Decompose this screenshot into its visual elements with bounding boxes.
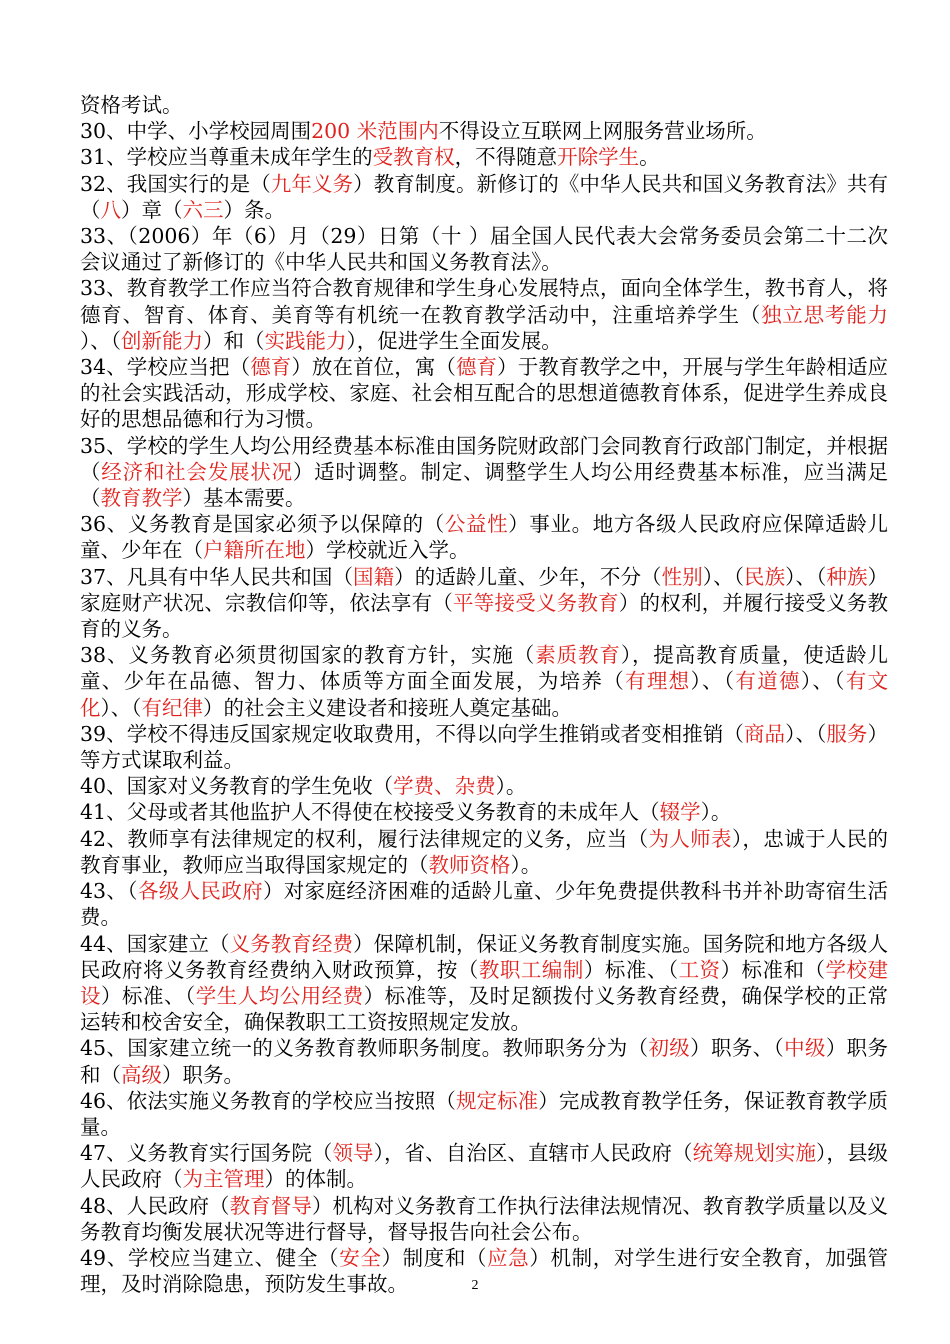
- body-text: 30、中学、小学校园周围: [80, 119, 312, 144]
- body-text: ）、（: [702, 564, 745, 589]
- document-body: [80, 92, 888, 1297]
- answer-text: 德育: [455, 355, 498, 380]
- body-text: ）、（: [785, 721, 827, 746]
- body-text: 资格考试。: [80, 93, 183, 117]
- body-text: 35、学校的学生人均公用经费基本标准由国务院财政部门会同教育行政部门制定，并根据（: [80, 433, 888, 484]
- body-text: ）放在首位，寓（: [291, 355, 456, 380]
- answer-text: 为主管理: [182, 1167, 265, 1192]
- body-text: ）职务、（: [690, 1036, 785, 1061]
- paragraph: [80, 223, 888, 275]
- answer-text: 统筹规划实施: [692, 1141, 817, 1166]
- body-text: 45、国家建立统一的义务教育教师职务制度。教师职务分为（: [80, 1036, 649, 1061]
- answer-text: 学校建设: [80, 957, 889, 1008]
- body-text: 38、义务教育必须贯彻国家的教育方针，实施（: [80, 643, 536, 668]
- paragraph: [80, 799, 888, 825]
- answer-text: 有纪律: [141, 695, 203, 720]
- answer-text: 中级: [784, 1036, 826, 1061]
- page-number: 2: [471, 1278, 479, 1293]
- answer-text: 教职工编制: [478, 957, 584, 982]
- paragraph: [80, 118, 888, 144]
- body-text: ）条。: [223, 197, 285, 222]
- answer-text: 创新能力: [121, 328, 203, 353]
- body-text: ），县级人民政府（: [80, 1141, 889, 1192]
- body-text: ）适时调整。制定、调整学生人均公用经费基本标准，应当满足（: [80, 459, 889, 511]
- answer-text: 公益性: [444, 512, 509, 537]
- answer-text: 辍学: [659, 800, 701, 825]
- body-text: ）于教育教学之中，开展与学生年龄相适应的社会实践活动，形成学校、家庭、社会相互配合的思想道德教育体系，促进学生养成良好的思想品德和行为习惯。: [80, 355, 889, 432]
- answer-text: 六三: [182, 197, 224, 222]
- body-text: 48、人民政府（: [80, 1193, 230, 1218]
- body-text: ）。: [495, 774, 527, 799]
- answer-text: 独立思考能力: [761, 302, 889, 327]
- body-text: ）等方式谋取利益。: [80, 721, 889, 773]
- body-text: ）标准等，及时足额拨付义务教育经费，确保学校的正常运转和校舍安全，确保教职工工资按照规定发放。: [80, 983, 889, 1035]
- body-text: 49、学校应当建立、健全（: [80, 1245, 340, 1270]
- body-text: ）章（: [121, 197, 183, 222]
- body-text: ）对家庭经济困难的适龄儿童、少年免费提供教科书并补助寄宿生活费。: [80, 879, 888, 930]
- body-text: 31、学校应当尊重未成年学生的: [80, 145, 373, 170]
- paragraph: [80, 92, 888, 118]
- answer-text: 工资: [678, 957, 721, 982]
- body-text: ）。: [510, 852, 542, 877]
- answer-text: 学生人均公用经费: [195, 983, 364, 1008]
- answer-text: 户籍所在地: [203, 538, 306, 563]
- body-text: ），省、自治区、直辖市人民政府（: [373, 1141, 693, 1166]
- body-text: ）教育制度。新修订的《中华人民共和国义务教育法》共有（: [80, 171, 889, 222]
- body-text: ）事业。地方各级人民政府应保障适龄儿童、少年在（: [80, 512, 889, 563]
- paragraph: [80, 354, 888, 433]
- body-text: ）的体制。: [264, 1167, 367, 1192]
- answer-text: 规定标准: [455, 1088, 539, 1113]
- paragraph: [80, 511, 888, 563]
- body-text: 41、父母或者其他监护人不得使在校接受义务教育的未成年人（: [80, 800, 660, 825]
- body-text: ）家庭财产状况、宗教信仰等，依法享有（: [80, 564, 889, 615]
- body-text: ）职务。: [162, 1062, 244, 1087]
- body-text: 33、教育教学工作应当符合教育规律和学生身心发展特点，面向全体学生，教书育人，将德育、智育、体育、美育等有机统一在教育教学活动中，注重培养学生（: [80, 276, 888, 327]
- paragraph: [80, 878, 888, 930]
- answer-text: 德育: [250, 355, 292, 380]
- answer-text: 各级人民政府: [137, 879, 263, 904]
- answer-text: 实践能力: [264, 328, 347, 353]
- answer-text: 平等接受义务教育: [453, 590, 619, 615]
- body-text: 40、国家对义务教育的学生免收（: [80, 774, 394, 799]
- answer-text: 商品: [743, 721, 786, 746]
- body-text: 37、凡具有中华人民共和国（: [80, 564, 354, 589]
- paragraph: [80, 1193, 888, 1245]
- answer-text: 服务: [826, 721, 868, 746]
- answer-text: 200 米范围内: [311, 119, 439, 144]
- body-text: ）机构对义务教育工作执行法律法规情况、教育教学质量以及义务教育均衡发展状况等进行督导，督导报告向社会公布。: [80, 1193, 889, 1244]
- answer-text: 为人师表: [648, 826, 732, 851]
- body-text: ）制度和（: [381, 1245, 488, 1270]
- paragraph: [80, 564, 888, 643]
- body-text: ）、（: [100, 695, 142, 720]
- answer-text: 教师资格: [428, 852, 511, 877]
- body-text: 33、（2006）年（6）月（29）日第（十 ）届全国人民代表大会常务委员会第二十二次会议通过了新修订的《中华人民共和国义务教育法》。: [80, 224, 888, 275]
- answer-text: 高级: [121, 1062, 162, 1087]
- answer-text: 有道德: [735, 669, 801, 694]
- body-text: ）的权利，并履行接受义务教育的义务。: [80, 590, 889, 642]
- body-text: 42、教师享有法律规定的权利，履行法律规定的义务，应当（: [80, 826, 649, 851]
- answer-text: 安全: [339, 1245, 382, 1270]
- answer-text: 经济和社会发展状况: [101, 459, 293, 484]
- answer-text: 开除学生: [557, 145, 640, 170]
- paragraph: [80, 433, 888, 512]
- body-text: 34、学校应当把（: [80, 355, 251, 380]
- answer-text: 领导: [332, 1141, 374, 1166]
- body-text: ）标准和（: [720, 957, 826, 982]
- body-text: 不得设立互联网上网服务营业场所。: [438, 119, 767, 144]
- body-text: ）、（: [80, 328, 121, 353]
- body-text: ）职务和（: [80, 1036, 889, 1087]
- body-text: 44、国家建立（: [80, 931, 230, 956]
- body-text: 43、（: [80, 879, 138, 904]
- answer-text: 素质教育: [535, 643, 621, 668]
- answer-text: 义务教育经费: [229, 931, 354, 956]
- paragraph: [80, 171, 888, 223]
- body-text: ，不得随意: [454, 145, 558, 170]
- paragraph: [80, 1140, 888, 1192]
- body-text: ）学校就近入学。: [305, 538, 470, 563]
- answer-text: 八: [100, 197, 121, 222]
- paragraph: [80, 721, 888, 773]
- answer-text: 初级: [648, 1036, 691, 1061]
- paragraph: [80, 275, 888, 354]
- body-text: ）基本需要。: [182, 486, 306, 511]
- body-text: ）的社会主义建设者和接班人奠定基础。: [203, 695, 572, 720]
- body-text: 46、依法实施义务教育的学校应当按照（: [80, 1088, 456, 1113]
- answer-text: 性别: [661, 564, 703, 589]
- answer-text: 教育教学: [100, 486, 183, 511]
- body-text: 36、义务教育是国家必须予以保障的（: [80, 512, 445, 537]
- body-text: ）机制，对学生进行安全教育，加强管理，及时消除隐患，预防发生事故。: [80, 1245, 889, 1297]
- paragraph: [80, 1035, 888, 1087]
- body-text: ）和（: [203, 328, 265, 353]
- answer-text: 受教育权: [372, 145, 455, 170]
- body-text: ）的适龄儿童、少年，不分（: [394, 564, 662, 589]
- body-text: 32、我国实行的是（: [80, 171, 271, 196]
- body-text: ）、（: [690, 669, 736, 694]
- paragraph: [80, 826, 888, 878]
- body-text: ）保障机制，保证义务教育制度实施。国务院和地方各级人民政府将义务教育经费纳入财政预算，按（: [80, 931, 889, 982]
- body-text: 47、义务教育实行国务院（: [80, 1141, 333, 1166]
- answer-text: 教育督导: [229, 1193, 312, 1218]
- paragraph: [80, 773, 888, 799]
- body-text: ），提高教育质量，使适龄儿童、少年在品德、智力、体质等方面全面发展，为培养（: [80, 643, 888, 694]
- answer-text: 种族: [826, 564, 868, 589]
- body-text: ）标准、（: [101, 983, 196, 1008]
- answer-text: 民族: [744, 564, 786, 589]
- paragraph: [80, 931, 888, 1036]
- answer-text: 九年义务: [270, 171, 354, 196]
- answer-text: 学费、杂费: [393, 774, 496, 799]
- answer-text: 应急: [487, 1245, 530, 1270]
- body-text: ）、（: [785, 564, 827, 589]
- paragraph: [80, 1088, 888, 1140]
- body-text: ），忠诚于人民的教育事业，教师应当取得国家规定的（: [80, 826, 889, 877]
- body-text: ），促进学生全面发展。: [346, 328, 562, 353]
- body-text: 。: [639, 145, 660, 170]
- answer-text: 有文化: [80, 669, 889, 720]
- answer-text: 有理想: [625, 669, 691, 694]
- body-text: ）标准、（: [583, 957, 679, 982]
- paragraph: [80, 144, 888, 170]
- body-text: ）完成教育教学任务，保证教育教学质量。: [80, 1088, 889, 1139]
- paragraph: [80, 642, 888, 721]
- answer-text: 国籍: [353, 564, 395, 589]
- body-text: ）。: [700, 800, 732, 825]
- body-text: 39、学校不得违反国家规定收取费用，不得以向学生推销或者变相推销（: [80, 721, 744, 746]
- body-text: ）、（: [800, 669, 846, 694]
